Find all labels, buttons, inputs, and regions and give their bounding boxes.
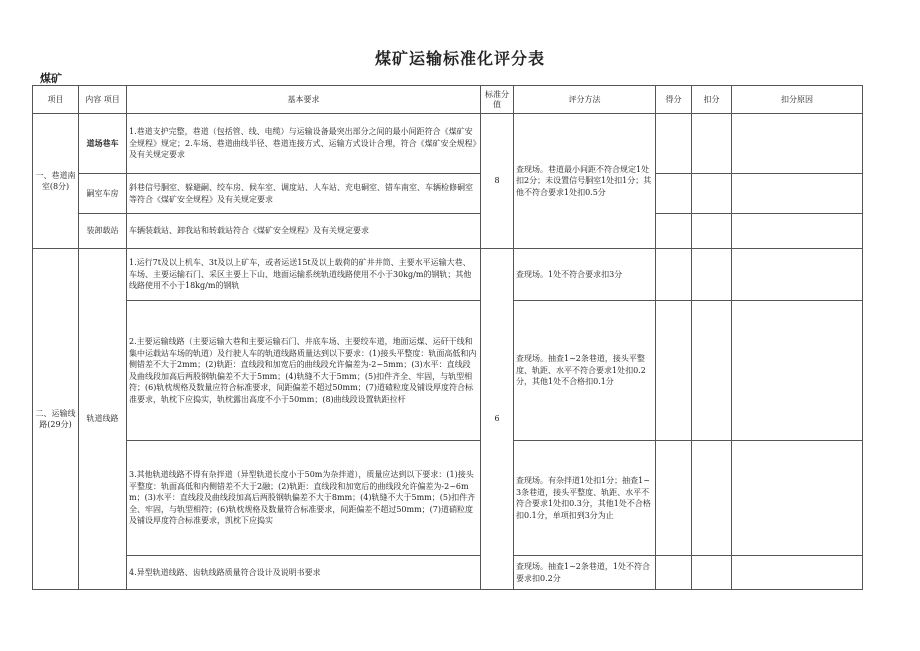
header-item: 项目 xyxy=(33,86,79,114)
header-deduct: 扣分 xyxy=(692,86,732,114)
header-requirement: 基本要求 xyxy=(127,86,481,114)
section1-content-1: 道场巷车 xyxy=(79,114,127,174)
mine-label: 煤矿 xyxy=(40,72,62,85)
reason-cell[interactable] xyxy=(732,556,863,590)
section2-standard: 6 xyxy=(481,249,514,590)
deduct-cell[interactable] xyxy=(692,114,732,174)
section2-requirement-2: 2.主要运输线路（主要运输大巷和主要运输石门、井底车场、主要绞车道，地面运煤、运矸干线和集中运载站车场的轨道）及行驶人车的轨道线路质量达到以下要求：(1)接头平整度：轨面高低和内侧错差不大于2mm；(2)轨距：直线段和加宽后的曲线段允许偏差为-2~5mm；(3)水平：直线段及曲线段加高后两股钢轨偏差不大于5mm；(4)轨缝不大于5mm；(5)扣件齐全、牢固，与轨型相符；(6)轨枕规格及数量应符合标准要求，间距偏差不超过50mm；(7)道碴粒度及铺设厚度符合标准要求，轨枕下应捣实，轨枕露出高度不小于50mm；(8)曲线段设置轨距拉杆 xyxy=(127,301,481,441)
section1-content-3: 装卸载站 xyxy=(79,214,127,249)
table-row xyxy=(33,556,863,590)
score-cell[interactable] xyxy=(656,556,692,590)
section1-requirement-3: 车辆装载站、卸我站和转载站符合《煤矿安全规程》及有关规定要求 xyxy=(127,214,481,249)
table-row xyxy=(33,301,863,441)
section2-requirement-4: 4.异型轨道线路、齿轨线路质量符合设计及说明书要求 xyxy=(127,556,481,590)
section1-content-2: 嗣室车房 xyxy=(79,174,127,214)
deduct-cell[interactable] xyxy=(692,556,732,590)
deduct-cell[interactable] xyxy=(692,174,732,214)
section1-requirement-1: 1.巷道支护完整，巷道（包括管、线、电缆）与运输设备最突出部分之间的最小间距符合《煤矿安全规程》规定；2.车场、巷道曲线半径、巷道连接方式、运输方式设计合理，符合《煤矿安全规程》及有关规定要求 xyxy=(127,114,481,174)
score-cell[interactable] xyxy=(656,441,692,556)
reason-cell[interactable] xyxy=(732,301,863,441)
section1-standard: 8 xyxy=(481,114,514,249)
section2-requirement-3: 3.其他轨道线路不得有杂拌道（异型轨道长度小于50m为杂拌道），质量应达到以下要求：(1)接头平整度：轨面高低和内侧错差不大于2融；(2)轨距：直线段和加宽后的曲线段允许偏差为-2~6mm；(3)水平：直线段及曲线段加高后两股钢轨偏差不大于8mm；(4)轨缝不大于5mm；(5)扣件齐全、牢固，与轨型相符；(6)轨枕规格及数量符合标准要求，间距偏差不超过50mm；(7)道硝粒度及铺设厚度符合标准要求，凯枕下应捣实 xyxy=(127,441,481,556)
score-table xyxy=(32,85,863,590)
header-standard: 标准分值 xyxy=(481,86,514,114)
deduct-cell[interactable] xyxy=(692,301,732,441)
table-row xyxy=(33,114,863,174)
section1-requirement-2: 斜巷信号胴室、躲避嗣、绞车房、候车室、调度站、人车站、充电硐室、错车南室、车辆检修硐室等符合《煤矿安全规程》及有关规定要求 xyxy=(127,174,481,214)
section2-method-4: 查现场。抽查1~2条巷道，1处不符合要求扣0.2分 xyxy=(514,556,656,590)
section2-method-2: 查现场。抽查1~2条巷道，接头平整度、轨距、水平不符合要求1处扣0.2分，其他1处不合格扣0.1分 xyxy=(514,301,656,441)
deduct-cell[interactable] xyxy=(692,441,732,556)
reason-cell[interactable] xyxy=(732,441,863,556)
header-method: 评分方法 xyxy=(514,86,656,114)
score-cell[interactable] xyxy=(656,114,692,174)
table-row xyxy=(33,174,863,214)
reason-cell[interactable] xyxy=(732,174,863,214)
score-cell[interactable] xyxy=(656,249,692,301)
table-row xyxy=(33,214,863,249)
section2-method-3: 查现场。有杂拌道1处扣1分；抽查1~3条巷道，接头平整度、轨距、水平不符合要求1处扣0.3分，其他1处不合格扣0.1分，单项扣到3分为止 xyxy=(514,441,656,556)
section2-item: 二、运输线路(29分) xyxy=(33,249,79,590)
header-score: 得分 xyxy=(656,86,692,114)
reason-cell[interactable] xyxy=(732,114,863,174)
header-reason: 扣分原因 xyxy=(732,86,863,114)
table-header-row xyxy=(33,86,863,114)
section1-method: 查现场。巷道最小间距不符合规定1处扣2分；未设置信号胴室1处扣1分；其他不符合要求1处扣0.5分 xyxy=(514,114,656,249)
reason-cell[interactable] xyxy=(732,214,863,249)
score-cell[interactable] xyxy=(656,214,692,249)
deduct-cell[interactable] xyxy=(692,214,732,249)
section1-item: 一、巷道南室(8分) xyxy=(33,114,79,249)
section2-requirement-1: 1.运行7t及以上机车、3t及以上矿车，或者运送15t及以上载荷的矿井井筒、主要水平运输大巷、车场、主要运输石门、采区主要上下山、地面运输系统轨道线路使用不小于30kg/m的钢轨；其他线路使用不小于18kg/m的钢轨 xyxy=(127,249,481,301)
deduct-cell[interactable] xyxy=(692,249,732,301)
table-row xyxy=(33,441,863,556)
score-cell[interactable] xyxy=(656,301,692,441)
score-cell[interactable] xyxy=(656,174,692,214)
table-row xyxy=(33,249,863,301)
header-content: 内容 项目 xyxy=(79,86,127,114)
page-title: 煤矿运输标准化评分表 xyxy=(374,49,545,68)
reason-cell[interactable] xyxy=(732,249,863,301)
section2-content: 轨道线路 xyxy=(79,249,127,590)
section2-method-1: 查现场。1处不符合要求扣3分 xyxy=(514,249,656,301)
